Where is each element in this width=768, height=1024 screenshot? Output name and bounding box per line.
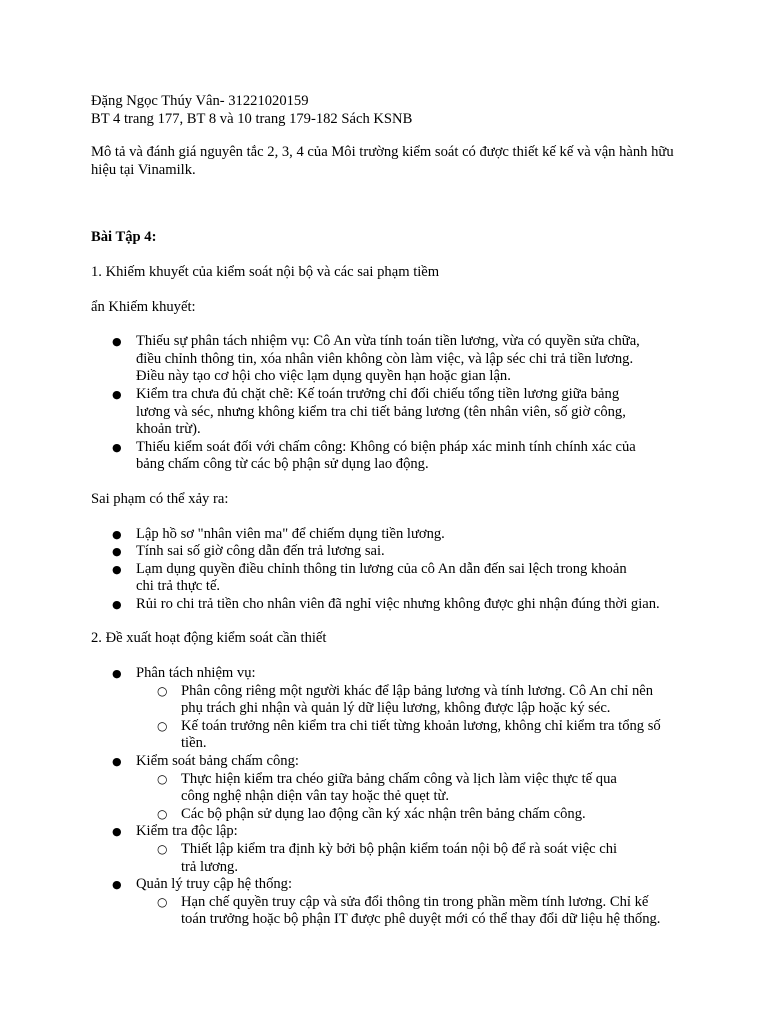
proposal-item <box>91 665 671 753</box>
proposal-sublist <box>136 683 666 753</box>
list-item: ○ Kế toán trưởng nên kiểm tra chi tiết từng khoản lương, không chỉ kiểm tra tổng số tiền. <box>136 718 666 753</box>
list-item: ○ Thực hiện kiểm tra chéo giữa bảng chấm công và lịch làm việc thực tế qua công nghệ nhận diện vân tay hoặc thẻ quẹt từ. <box>136 771 636 806</box>
topic-paragraph: Mô tả và đánh giá nguyên tắc 2, 3, 4 của Môi trường kiểm soát có được thiết kế kế và vận hành hữu hiệu tại Vinamilk. <box>91 144 674 178</box>
proposal-label: Kiểm tra độc lập: <box>136 823 238 840</box>
proposal-item <box>91 753 671 823</box>
list-item: ● Thiếu kiểm soát đối với chấm công: Không có biện pháp xác minh tính chính xác của bảng chấm công từ các bộ phận sử dụng lao động. <box>91 439 651 474</box>
proposal-label: Phân tách nhiệm vụ: <box>136 665 256 682</box>
list-item: ○ Hạn chế quyền truy cập và sửa đổi thông tin trong phần mềm tính lương. Chỉ kế toán trưởng hoặc bộ phận IT được phê duyệt mới có thể thay đổi dữ liệu hệ thống. <box>136 894 671 929</box>
list-item: ○ Các bộ phận sử dụng lao động cần ký xác nhận trên bảng chấm công. <box>136 806 661 824</box>
section1-heading: 1. Khiếm khuyết của kiểm soát nội bộ và các sai phạm tiềm <box>91 263 440 280</box>
proposal-sublist <box>136 894 671 929</box>
author-line: Đặng Ngọc Thúy Vân- 31221020159 <box>91 93 309 109</box>
list-item: ● Lạm dụng quyền điều chỉnh thông tin lương của cô An dẫn đến sai lệch trong khoản chi trả thực tế. <box>91 561 646 596</box>
list-item: ○ Thiết lập kiểm tra định kỳ bởi bộ phận kiểm toán nội bộ để rà soát việc chi trả lương. <box>136 841 636 876</box>
exercise-title: Bài Tập 4: <box>91 229 157 246</box>
violations-heading: Sai phạm có thể xảy ra: <box>91 490 229 507</box>
section2-heading: 2. Đề xuất hoạt động kiểm soát cần thiết <box>91 630 327 647</box>
proposal-label: Kiểm soát bảng chấm công: <box>136 753 299 770</box>
violations-list <box>91 526 691 614</box>
list-item: ● Rủi ro chi trả tiền cho nhân viên đã nghỉ việc nhưng không được ghi nhận đúng thời gian. <box>91 596 691 614</box>
list-item: ● Lập hồ sơ "nhân viên ma" để chiếm dụng tiền lương. <box>91 526 691 544</box>
list-item: ● Tính sai số giờ công dẫn đến trả lương sai. <box>91 543 691 561</box>
assignment-line: BT 4 trang 177, BT 8 và 10 trang 179-182 Sách KSNB <box>91 110 413 127</box>
proposal-item <box>91 823 671 876</box>
section1-subheading: ẩn Khiếm khuyết: <box>91 298 196 315</box>
list-item: ○ Phân công riêng một người khác để lập bảng lương và tính lương. Cô An chỉ nên phụ trách ghi nhận và quản lý dữ liệu lương, không được lập hoặc ký séc. <box>136 683 666 718</box>
proposal-sublist <box>136 771 636 824</box>
document-page <box>91 93 691 929</box>
list-item: ● Thiếu sự phân tách nhiệm vụ: Cô An vừa tính toán tiền lương, vừa có quyền sửa chữa, điều chỉnh thông tin, xóa nhân viên không còn làm việc, và lập séc chi trả tiền lương. Điều này tạo cơ hội cho việc lạm dụng quyền hạn hoặc gian lận. <box>91 333 651 386</box>
proposal-label: Quản lý truy cập hệ thống: <box>136 876 293 893</box>
list-item: ● Kiểm tra chưa đủ chặt chẽ: Kế toán trưởng chỉ đối chiếu tổng tiền lương giữa bảng lương và séc, nhưng không kiểm tra chi tiết bảng lương (tên nhân viên, số giờ công, khoản trừ). <box>91 386 651 439</box>
defects-list <box>91 333 651 474</box>
proposal-item <box>91 876 671 929</box>
proposal-sublist <box>136 841 636 876</box>
proposals-list <box>91 665 671 929</box>
